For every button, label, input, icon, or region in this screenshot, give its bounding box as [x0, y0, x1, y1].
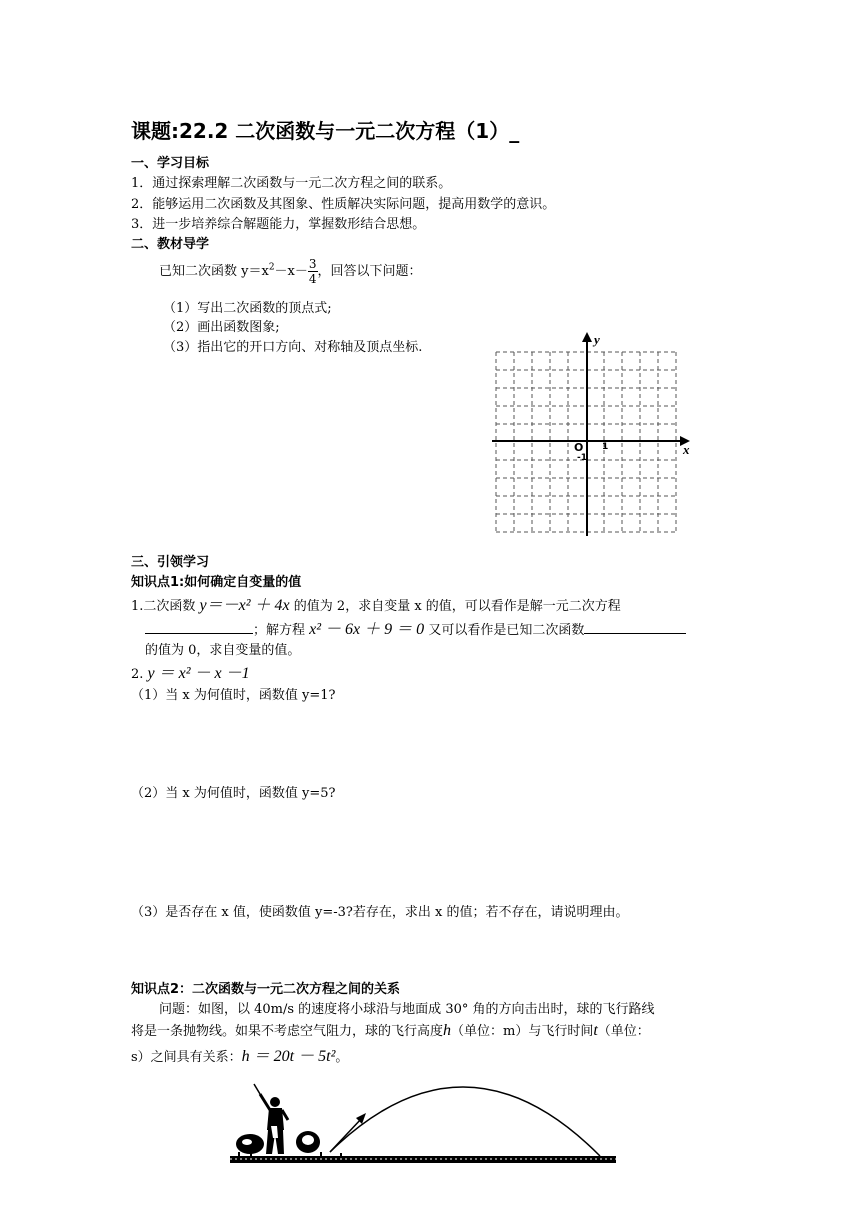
parabolic-trajectory	[330, 1087, 600, 1156]
sub-question-1: （1）当 x 为何值时，函数值 y=1?	[131, 688, 336, 703]
fraction	[308, 257, 318, 286]
var-t: t	[593, 1022, 598, 1039]
q1-text-d: 又可以看作是已知二次函数	[428, 623, 585, 638]
guide-question: （1）写出二次函数的顶点式;	[163, 301, 332, 316]
ground-strip	[230, 1156, 616, 1163]
intro-sup: 2	[268, 262, 275, 273]
p3-text-b: 。	[335, 1050, 349, 1065]
y-axis-label: y	[594, 332, 600, 347]
goal-item: 1．通过探索理解二次函数与一元二次方程之间的联系。	[131, 176, 452, 191]
q1-text-a: 1.二次函数	[131, 599, 196, 614]
origin-label: O	[574, 441, 584, 454]
kp2-paragraph-line2	[131, 1020, 650, 1040]
page-title: 课题:22.2 二次函数与一元二次方程（1）_	[131, 119, 520, 143]
section-heading-lead: 三、引领学习	[131, 555, 210, 570]
coordinate-grid[interactable]	[490, 330, 700, 538]
kp2-paragraph-line3	[131, 1043, 348, 1066]
p2-text-a: 将是一条抛物线。如果不考虑空气阻力，球的飞行高度	[131, 1024, 444, 1039]
kp1-question-1-line2	[145, 616, 686, 639]
goal-item: 2．能够运用二次函数及其图象、性质解决实际问题，提高用数学的意识。	[131, 197, 556, 212]
p2-text-b: （单位：m）与飞行时间	[451, 1024, 594, 1039]
fraction-denominator: 4	[308, 272, 317, 286]
q2-equation: y ＝ x² － x －1	[147, 665, 250, 682]
x-tick-label: 1	[602, 442, 609, 452]
kp1-question-1-line1	[131, 592, 621, 615]
p2-text-c: （单位：	[597, 1024, 650, 1039]
var-h: h	[443, 1022, 452, 1039]
q1-text-c: ；解方程	[253, 623, 306, 638]
q1-equation-1: y＝－x² ＋ 4x	[199, 597, 290, 614]
fraction-numerator: 3	[308, 257, 317, 271]
x-axis-label: x	[683, 442, 690, 457]
section-heading-goals: 一、学习目标	[131, 156, 210, 171]
q1-text-e: 的值为 0，求自变量的值。	[145, 643, 301, 658]
p3-text-a: s）之间具有关系：	[131, 1050, 242, 1065]
sub-question-3: （3）是否存在 x 值，使函数值 y=-3?若存在，求出 x 的值；若不存在，请说明理由。	[131, 905, 629, 920]
answer-blank[interactable]	[145, 621, 253, 634]
sub-question-2: （2）当 x 为何值时，函数值 y=5?	[131, 786, 336, 801]
knowledge-point-2-heading: 知识点2：二次函数与一元二次方程之间的关系	[131, 982, 401, 997]
answer-blank[interactable]	[584, 621, 686, 634]
kp2-paragraph-line1: 问题：如图，以 40m/s 的速度将小球沿与地面成 30° 角的方向击出时，球的飞行路线	[159, 1002, 655, 1017]
golf-trajectory-illustration	[230, 1080, 620, 1175]
q2-number: 2.	[131, 667, 144, 682]
knowledge-point-1-heading: 知识点1:如何确定自变量的值	[131, 575, 302, 590]
q1-text-b: 的值为 2，求自变量 x 的值，可以看作是解一元二次方程	[293, 599, 621, 614]
y-tick-label: -1	[577, 453, 587, 463]
intro-line	[159, 257, 422, 286]
kp1-question-2	[131, 660, 250, 683]
y-axis-arrow-icon	[582, 332, 592, 342]
intro-suffix: ，回答以下问题：	[317, 264, 422, 279]
formula: h ＝ 20t － 5t²	[241, 1048, 336, 1065]
intro-mid: －x－	[274, 264, 308, 279]
section-heading-guide: 二、教材导学	[131, 237, 210, 252]
q1-equation-2: x² － 6x ＋ 9 ＝ 0	[309, 621, 425, 638]
guide-question: （3）指出它的开口方向、对称轴及顶点坐标.	[163, 340, 423, 355]
intro-prefix: 已知二次函数 y＝x	[159, 264, 269, 279]
guide-question: （2）画出函数图象;	[163, 320, 280, 335]
goal-item: 3．进一步培养综合解题能力，掌握数形结合思想。	[131, 217, 426, 232]
